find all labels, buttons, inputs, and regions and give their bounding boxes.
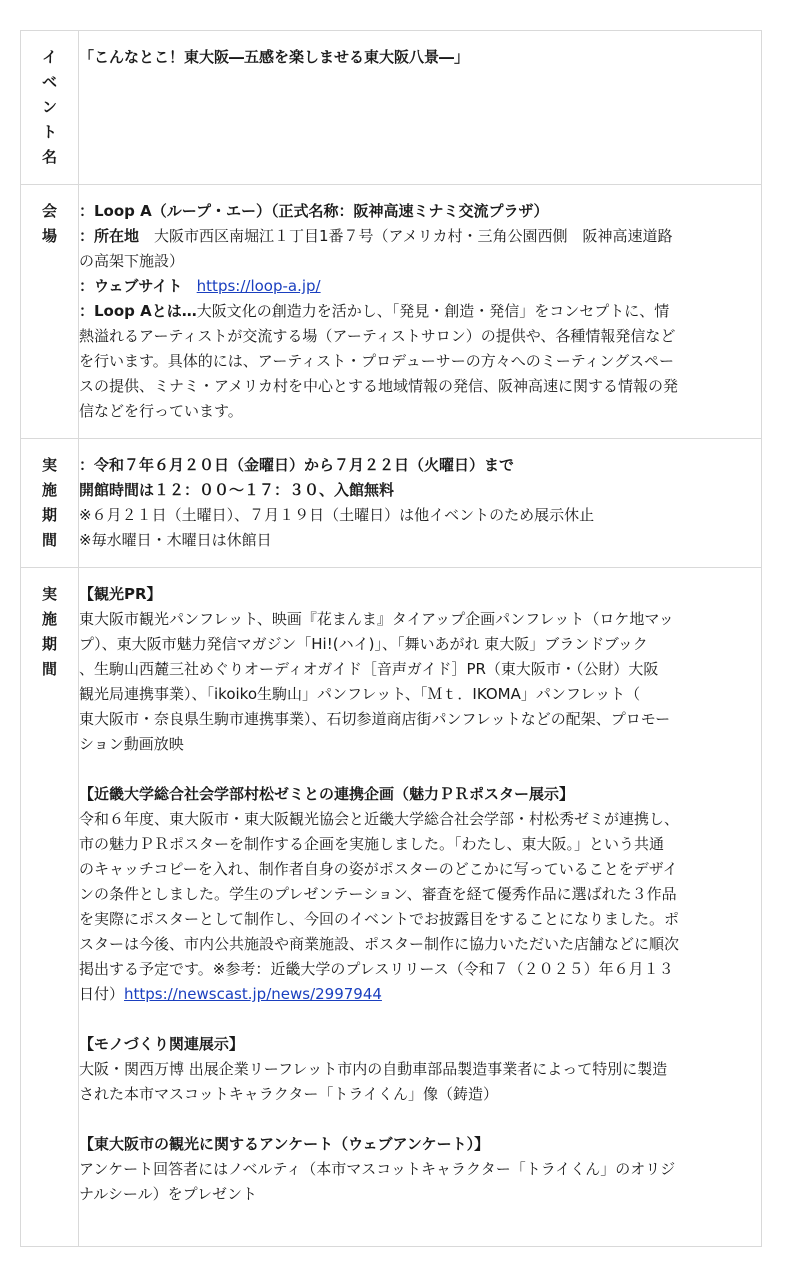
period-note-1: ※６月２１日（土曜日）、７月１９日（土曜日）は他イベントのため展示休止	[79, 506, 595, 524]
spacer	[79, 1007, 761, 1032]
event-name-row	[21, 31, 762, 185]
venue-about-line3: を行います。具体的には、アーティスト・プロデューサーの方々へのミーティングスペー	[79, 352, 675, 370]
kindai-press-link[interactable]: https://newscast.jp/news/2997944	[124, 985, 382, 1003]
kindai-heading: 【近畿大学総合社会学部村松ゼミとの連携企画（魅力ＰＲポスター展示】	[79, 785, 575, 803]
survey-line-1: アンケート回答者にはノベルティ（本市マスコットキャラクター「トライくん」のオリジ	[79, 1160, 676, 1178]
label-char: 期	[41, 506, 57, 524]
mono-heading: 【モノづくり関連展示】	[79, 1035, 244, 1053]
pr-line-3: 、生駒山西麓三社めぐりオーディオガイド［音声ガイド］PR（東大阪市・（公財）大阪	[79, 660, 659, 678]
spacer	[79, 757, 761, 782]
mono-line-2: された本市マスコットキャラクター「トライくん」像（鋳造）	[79, 1085, 498, 1103]
kindai-line-4: ンの条件としました。学生のプレゼンテーション、審査を経て優秀作品に選ばれた３作品	[79, 885, 677, 903]
spacer	[79, 1107, 761, 1132]
label-char: 名	[41, 148, 57, 166]
period-content	[79, 439, 762, 568]
venue-website-link[interactable]: https://loop-a.jp/	[196, 277, 321, 295]
venue-label-cell	[21, 185, 79, 439]
venue-address-line1: 大阪市西区南堀江１丁目1番７号（アメリカ村・三角公園西側 阪神高速道路	[139, 227, 673, 245]
venue-label	[21, 185, 78, 249]
kindai-line-7: 掲出する予定です。※参考：近畿大学のプレスリリース（令和７（２０２５）年６月１３	[79, 960, 674, 978]
venue-about	[79, 299, 761, 324]
label-char: 施	[41, 481, 57, 499]
kindai-line-6: スターは今後、市内公共施設や商業施設、ポスター制作に協力いただいた店舗などに順次	[79, 935, 680, 953]
period-label	[21, 439, 78, 553]
label-char: ベ	[41, 73, 57, 91]
venue-about-line4: スの提供、ミナミ・アメリカ村を中心とする地域情報の発信、阪神高速に関する情報の発	[79, 377, 678, 395]
event-name-label-cell	[21, 31, 79, 185]
pr-line-5: 東大阪市・奈良県生駒市連携事業）、石切参道商店街パンフレットなどの配架、プロモー	[79, 710, 671, 728]
venue-content	[79, 185, 762, 439]
kindai-line-5: を実際にポスターとして制作し、今回のイベントでお披露目をすることになりました。ポ	[79, 910, 680, 928]
event-title: 「こんなとこ！東大阪―五感を楽しませる東大阪八景―」	[79, 48, 470, 66]
kindai-line-8-prefix: 日付）	[79, 985, 125, 1003]
pr-line-4: 観光局連携事業）、「ikoiko生駒山」パンフレット、「Ｍｔ．IKOMA」パンフレット（	[79, 685, 641, 703]
venue-row	[21, 185, 762, 439]
details-label-cell	[21, 568, 79, 1247]
period-note-2: ※毎水曜日・木曜日は休館日	[79, 531, 272, 549]
venue-about-line5: 信などを行っています。	[79, 402, 243, 420]
pr-line-2: プ）、東大阪市魅力発信マガジン「Hi!(ハイ)」、「舞いあがれ 東大阪」ブランドブック	[79, 635, 648, 653]
period-row	[21, 439, 762, 568]
kindai-line-1: 令和６年度、東大阪市・東大阪観光協会と近畿大学総合社会学部・村松秀ゼミが連携し、	[79, 810, 680, 828]
venue-about-label: ：Loop Aとは…	[79, 302, 197, 320]
venue-address-label: ：所在地	[79, 227, 140, 245]
venue-address-line2: の高架下施設）	[79, 252, 185, 270]
venue-about-line2: 熱溢れるアーティストが交流する場（アーティストサロン）の提供や、各種情報発信など	[79, 327, 676, 345]
details-content	[79, 568, 762, 1247]
label-char: 期	[41, 635, 57, 653]
venue-address	[79, 224, 761, 249]
survey-heading: 【東大阪市の観光に関するアンケート（ウェブアンケート）】	[79, 1135, 490, 1153]
period-label-cell	[21, 439, 79, 568]
details-label	[21, 568, 78, 682]
venue-about-line1: 大阪文化の創造力を活かし、「発見・創造・発信」をコンセプトに、情	[196, 302, 670, 320]
label-char: 実	[41, 585, 57, 603]
label-char: 間	[41, 660, 57, 678]
venue-name: ：Loop A（ループ・エー）（正式名称：阪神高速ミナミ交流プラザ）	[79, 202, 549, 220]
kindai-line-2: 市の魅力ＰＲポスターを制作する企画を実施しました。「わたし、東大阪。」という共通	[79, 835, 665, 853]
kindai-line-8	[79, 982, 761, 1007]
label-char: 会	[41, 202, 57, 220]
label-char: ン	[41, 98, 57, 116]
label-char: 施	[41, 610, 57, 628]
details-row	[21, 568, 762, 1247]
pr-line-1: 東大阪市観光パンフレット、映画『花まんま』タイアップ企画パンフレット（ロケ地マッ	[79, 610, 674, 628]
event-name-content	[79, 31, 762, 185]
label-char: 間	[41, 531, 57, 549]
event-name-label	[21, 31, 78, 170]
venue-website-label: ：ウェブサイト	[79, 277, 183, 295]
pr-line-6: ション動画放映	[79, 735, 184, 753]
label-char: 実	[41, 456, 57, 474]
period-hours: 開館時間は１２：００～１７：３０、入館無料	[79, 481, 395, 499]
label-char: 場	[41, 227, 57, 245]
event-info-table	[20, 30, 762, 1247]
period-dates: ：令和７年６月２０日（金曜日）から７月２２日（火曜日）まで	[79, 456, 515, 474]
mono-line-1: 大阪・関西万博 出展企業リーフレット市内の自動車部品製造事業者によって特別に製造	[79, 1060, 668, 1078]
pr-heading: 【観光PR】	[79, 585, 162, 603]
survey-line-2: ナルシール）をプレゼント	[79, 1185, 257, 1203]
label-char: イ	[41, 48, 57, 66]
venue-website	[79, 274, 761, 299]
label-char: ト	[41, 123, 57, 141]
kindai-line-3: のキャッチコピーを入れ、制作者自身の姿がポスターのどこかに写っていることをデザイ	[79, 860, 678, 878]
